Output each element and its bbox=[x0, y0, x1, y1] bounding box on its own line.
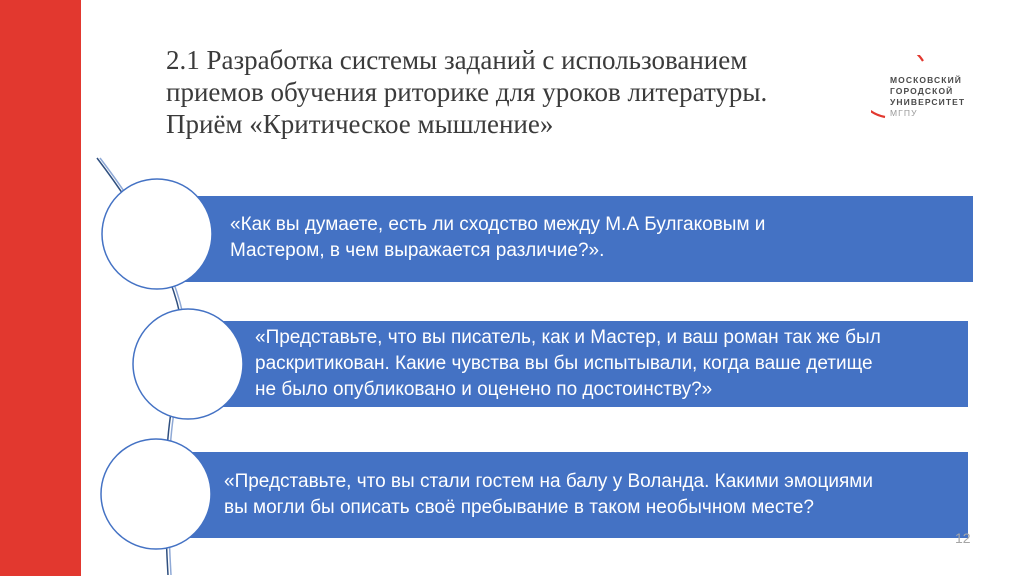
question-line: не было опубликовано и оценено по достоинству?» bbox=[255, 379, 713, 400]
title-line: Приём «Критическое мышление» bbox=[166, 109, 554, 139]
bullet-circle-3 bbox=[101, 439, 211, 549]
question-line: раскритикован. Какие чувства вы бы испытывали, когда ваше детище bbox=[255, 353, 873, 374]
question-line: Мастером, в чем выражается различие?». bbox=[230, 240, 605, 261]
page-number: 12 bbox=[955, 530, 971, 546]
logo-line: ГОРОДСКОЙ bbox=[890, 86, 954, 96]
title-line: 2.1 Разработка системы заданий с использованием bbox=[166, 45, 748, 75]
logo-line: МОСКОВСКИЙ bbox=[890, 75, 962, 85]
title-line: приемов обучения риторике для уроков литературы. bbox=[166, 77, 768, 107]
question-line: «Как вы думаете, есть ли сходство между М.А Булгаковым и bbox=[230, 214, 766, 235]
question-line: вы могли бы описать своё пребывание в таком необычном месте? bbox=[224, 497, 814, 518]
question-line: «Представьте, что вы стали гостем на балу у Воланда. Какими эмоциями bbox=[224, 471, 873, 492]
question-line: «Представьте, что вы писатель, как и Мастер, и ваш роман так же был bbox=[255, 327, 881, 348]
bullet-circle-1 bbox=[102, 179, 212, 289]
logo-abbreviation: МГПУ bbox=[890, 108, 918, 118]
bullet-circle-2 bbox=[133, 309, 243, 419]
logo-line: УНИВЕРСИТЕТ bbox=[890, 97, 966, 107]
